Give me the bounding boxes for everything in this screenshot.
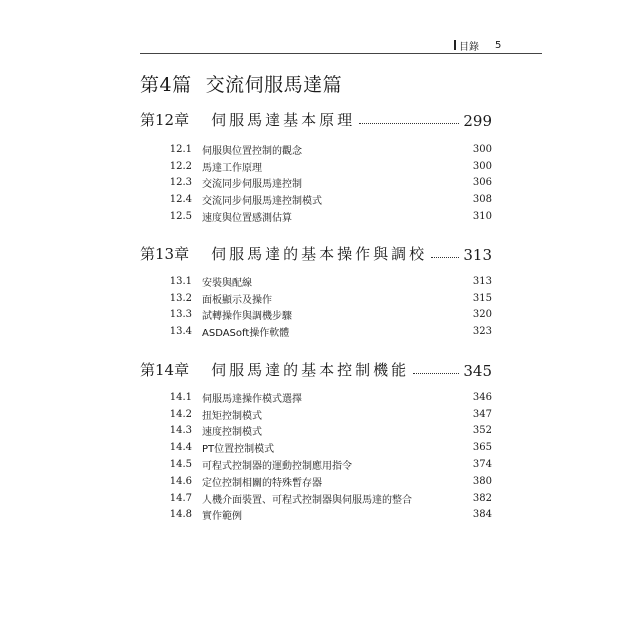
section-number: 14.7 xyxy=(169,492,192,504)
section-page: 310 xyxy=(472,211,492,223)
chapter-number: 第12章 xyxy=(140,111,190,129)
section-title: 安裝與配線 xyxy=(202,277,252,289)
section-number: 14.3 xyxy=(169,425,192,437)
dot-leader xyxy=(413,373,459,374)
section-list-12 xyxy=(140,141,492,225)
toc-section-row[interactable] xyxy=(140,191,492,208)
toc-section-row[interactable] xyxy=(140,208,492,225)
section-title: 試轉操作與調機步驟 xyxy=(202,311,292,323)
toc-section-row[interactable] xyxy=(140,290,492,307)
chapter-heading-14[interactable] xyxy=(140,358,492,380)
section-page: 320 xyxy=(472,309,492,321)
section-title: 速度控制模式 xyxy=(202,427,262,439)
section-number: 14.5 xyxy=(169,459,192,471)
dot-leader xyxy=(359,123,459,124)
section-page: 323 xyxy=(472,326,492,338)
section-page: 380 xyxy=(472,475,492,487)
section-number: 13.2 xyxy=(169,292,192,304)
running-header xyxy=(454,37,534,53)
section-page: 313 xyxy=(472,275,492,287)
chapter-title: 伺服馬達基本原理 xyxy=(211,111,356,129)
chapter-heading-13[interactable] xyxy=(140,242,492,264)
section-title: 定位控制相關的特殊暫存器 xyxy=(202,477,322,489)
toc-section-row[interactable] xyxy=(140,323,492,340)
section-title: 可程式控制器的運動控制應用指令 xyxy=(202,461,352,473)
toc-section-row[interactable] xyxy=(140,141,492,158)
section-number: 12.4 xyxy=(169,194,192,206)
toc-section-row[interactable] xyxy=(140,490,492,507)
section-number: 12.5 xyxy=(169,211,192,223)
section-title: 伺服與位置控制的觀念 xyxy=(202,145,302,157)
section-page: 306 xyxy=(472,177,492,189)
toc-section-row[interactable] xyxy=(140,273,492,290)
toc-section-row[interactable] xyxy=(140,456,492,473)
chapter-number: 第14章 xyxy=(140,361,190,379)
section-page: 382 xyxy=(472,492,492,504)
toc-section-row[interactable] xyxy=(140,473,492,490)
section-page: 347 xyxy=(472,408,492,420)
section-page: 315 xyxy=(472,292,492,304)
section-number: 13.1 xyxy=(169,275,192,287)
section-number: 13.3 xyxy=(169,309,192,321)
section-title: 伺服馬達操作模式選擇 xyxy=(202,393,302,405)
section-page: 365 xyxy=(472,442,492,454)
section-list-14 xyxy=(140,389,492,523)
part-title xyxy=(140,70,342,97)
section-number: 14.4 xyxy=(169,442,192,454)
section-number: 14.6 xyxy=(169,475,192,487)
chapter-page: 313 xyxy=(463,246,492,264)
chapter-page: 345 xyxy=(463,362,492,380)
header-rule xyxy=(140,53,542,54)
section-number: 14.2 xyxy=(169,408,192,420)
section-page: 384 xyxy=(472,509,492,521)
section-title: 交流同步伺服馬達控制 xyxy=(202,179,302,191)
section-number: 12.3 xyxy=(169,177,192,189)
part-name: 交流伺服馬達篇 xyxy=(205,74,343,96)
toc-section-row[interactable] xyxy=(140,158,492,175)
section-title: 人機介面裝置、可程式控制器與伺服馬達的整合 xyxy=(202,494,412,506)
section-number: 13.4 xyxy=(169,326,192,338)
chapter-heading-12[interactable] xyxy=(140,108,492,130)
section-page: 300 xyxy=(472,143,492,155)
section-number: 12.2 xyxy=(169,160,192,172)
section-page: 308 xyxy=(472,194,492,206)
section-title: 面板顯示及操作 xyxy=(202,294,272,306)
section-title: ASDASoft操作軟體 xyxy=(202,328,290,340)
section-page: 300 xyxy=(472,160,492,172)
toc-section-row[interactable] xyxy=(140,389,492,406)
toc-section-row[interactable] xyxy=(140,307,492,324)
running-header-title: 目錄 xyxy=(459,41,479,53)
section-page: 346 xyxy=(472,391,492,403)
section-title: 馬達工作原理 xyxy=(202,162,262,174)
section-title: 速度與位置感測估算 xyxy=(202,213,292,225)
section-number: 14.1 xyxy=(169,391,192,403)
section-title: PT位置控制模式 xyxy=(202,444,275,456)
section-title: 交流同步伺服馬達控制模式 xyxy=(202,196,322,208)
toc-section-row[interactable] xyxy=(140,423,492,440)
section-page: 352 xyxy=(472,425,492,437)
chapter-page: 299 xyxy=(463,112,492,130)
section-title: 實作範例 xyxy=(202,511,242,523)
chapter-title: 伺服馬達的基本控制機能 xyxy=(211,361,410,379)
header-bar-marker xyxy=(454,40,456,50)
toc-section-row[interactable] xyxy=(140,175,492,192)
section-page: 374 xyxy=(472,459,492,471)
running-header-page-number: 5 xyxy=(495,39,502,51)
toc-section-row[interactable] xyxy=(140,406,492,423)
section-list-13 xyxy=(140,273,492,340)
section-number: 14.8 xyxy=(169,509,192,521)
chapter-number: 第13章 xyxy=(140,245,190,263)
part-number: 第4篇 xyxy=(140,74,192,96)
toc-section-row[interactable] xyxy=(140,439,492,456)
chapter-title: 伺服馬達的基本操作與調校 xyxy=(211,245,428,263)
dot-leader xyxy=(431,257,459,258)
section-number: 12.1 xyxy=(169,143,192,155)
toc-section-row[interactable] xyxy=(140,507,492,524)
section-title: 扭矩控制模式 xyxy=(202,410,262,422)
